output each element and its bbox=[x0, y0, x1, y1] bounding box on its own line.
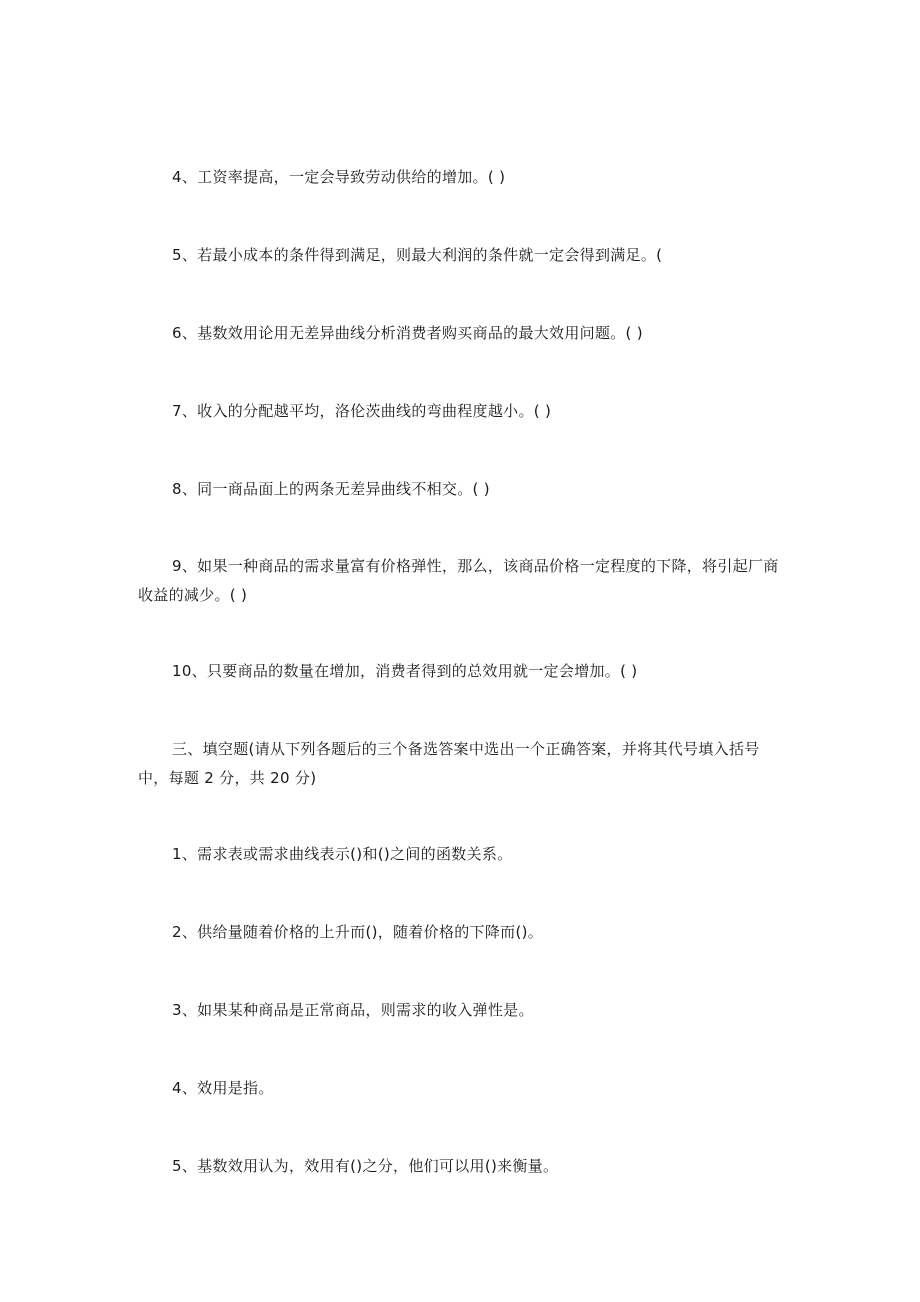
section-heading-fill-blank: 三、填空题(请从下列各题后的三个备选答案中选出一个正确答案，并将其代号填入括号中，每题 2 分，共 20 分) bbox=[138, 740, 760, 787]
true-false-item-8: 8、同一商品面上的两条无差异曲线不相交。( ) bbox=[172, 480, 490, 498]
true-false-item-9: 9、如果一种商品的需求量富有价格弹性，那么，该商品价格一定程度的下降，将引起厂商收益的减少。( ) bbox=[138, 557, 779, 604]
fill-blank-item-2: 2、供给量随着价格的上升而()，随着价格的下降而()。 bbox=[172, 923, 544, 941]
fill-blank-item-3: 3、如果某种商品是正常商品，则需求的收入弹性是。 bbox=[172, 1001, 534, 1019]
true-false-item-6: 6、基数效用论用无差异曲线分析消费者购买商品的最大效用问题。( ) bbox=[172, 324, 643, 342]
true-false-item-5: 5、若最小成本的条件得到满足，则最大利润的条件就一定会得到满足。( bbox=[172, 246, 663, 264]
fill-blank-item-5: 5、基数效用认为，效用有()之分，他们可以用()来衡量。 bbox=[172, 1157, 559, 1175]
true-false-item-7: 7、收入的分配越平均，洛伦茨曲线的弯曲程度越小。( ) bbox=[172, 402, 552, 420]
fill-blank-item-4: 4、效用是指。 bbox=[172, 1079, 274, 1097]
true-false-item-4: 4、工资率提高，一定会导致劳动供给的增加。( ) bbox=[172, 168, 506, 186]
fill-blank-item-1: 1、需求表或需求曲线表示()和()之间的函数关系。 bbox=[172, 845, 513, 863]
true-false-item-10: 10、只要商品的数量在增加，消费者得到的总效用就一定会增加。( ) bbox=[172, 662, 638, 680]
